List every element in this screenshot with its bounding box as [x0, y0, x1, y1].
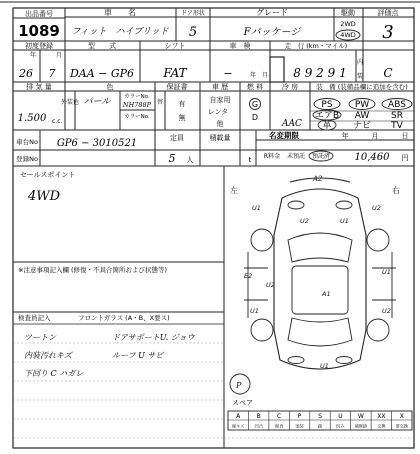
interior-grade: C — [383, 66, 393, 80]
chassis-label: 車台No — [16, 138, 38, 146]
legend-code: U — [338, 413, 343, 420]
history-label: 車 歴 — [211, 83, 229, 91]
recycle-label: R料金 — [263, 153, 281, 160]
note-line3-left: 下回り C ハガレ — [24, 369, 84, 378]
color-no-label: カラーNo. — [124, 94, 150, 100]
damage-mark: U1 — [340, 217, 349, 225]
displacement-label: 排 気 量 — [26, 83, 52, 91]
legend-desc: 要交換 — [395, 423, 409, 429]
interior-label-bottom: 装 — [356, 73, 364, 80]
drive-header: 駆動 — [341, 9, 355, 17]
legend-code: S — [318, 413, 322, 420]
reg-year: 26 — [19, 67, 33, 80]
legend-code: XX — [377, 413, 386, 420]
capacity-value: 5 — [168, 152, 176, 165]
damage-mark: U2 — [372, 204, 381, 212]
reg-no-label: 登録No — [16, 155, 38, 163]
color-change-label: 替 — [156, 99, 164, 106]
color-no-label-2: カラーNo. — [124, 114, 150, 120]
legend-table — [228, 411, 412, 430]
lot-label: 出品番号 — [25, 10, 53, 18]
documents-no: 無 — [178, 114, 186, 122]
legend-code: C — [277, 413, 282, 420]
doors-value: 5 — [188, 25, 198, 40]
inspection-label: 車 検 — [229, 42, 251, 50]
car-name: フィット ハイブリッド — [71, 27, 169, 37]
documents-yes: 有 — [178, 100, 186, 108]
fuel-g: G — [251, 100, 259, 109]
name-change-label: 名変期限 — [269, 131, 299, 140]
fuel-label: 燃 料 — [246, 83, 264, 91]
svg-text:P: P — [236, 381, 242, 390]
legend-code: P — [297, 413, 302, 420]
note-line1-right: ドアサポートU. ジョウ — [112, 333, 195, 342]
car-name-header: 車 名 — [104, 8, 136, 17]
left-label: 左 — [230, 186, 238, 195]
legend-desc: 塗装 — [295, 423, 304, 429]
legend-code: W — [357, 413, 364, 420]
color-label: 色 — [106, 83, 114, 91]
recycle-status2: 預託済 — [311, 153, 331, 160]
equipment-grid — [310, 99, 414, 132]
mileage-label: 走 行 (km・マイル) — [284, 42, 348, 50]
legend-desc: 凹み — [336, 423, 345, 429]
first-reg-label: 初度登録 — [25, 42, 53, 50]
month-unit: 月 — [55, 52, 62, 59]
load-label: 積載量 — [209, 134, 231, 142]
equipment-label: 装 備 (装備品欄に追加を含む) — [316, 83, 408, 91]
chassis-value: GP6 − 3010521 — [56, 138, 138, 149]
right-label: 右 — [392, 186, 400, 195]
damage-mark: U2 — [300, 217, 309, 225]
equipment-pw: PW — [354, 100, 370, 110]
interior-label-top: 内 — [356, 59, 364, 66]
damage-mark: U2 — [382, 307, 391, 315]
note-line2-right: ルーフ U サビ — [112, 351, 164, 360]
exterior-label: 外装色 — [60, 99, 80, 106]
damage-mark: U1 — [320, 362, 329, 370]
legend-desc: 線キズ — [231, 423, 245, 429]
spare-label: スペア — [232, 399, 253, 407]
recycle-amount: 10,460 — [354, 152, 390, 163]
inspector-label: 検査員記入 — [18, 314, 51, 322]
grade-header: グレード — [256, 8, 288, 17]
equipment-ps: PS — [321, 100, 333, 110]
name-change-month: 月 — [371, 132, 379, 140]
fuel-d: D — [251, 113, 259, 122]
legend-code: B — [256, 413, 261, 420]
equipment-airbag: エアB — [314, 111, 340, 121]
damage-mark: E2 — [244, 272, 253, 280]
legend-desc: 交換 — [377, 423, 386, 429]
equipment-aw: AW — [354, 111, 370, 121]
legend-desc: 腐食 — [274, 423, 284, 429]
shift-value: FAT — [163, 66, 187, 80]
recycle-yen: 円 — [401, 154, 409, 162]
history-private: 自家用 — [209, 96, 231, 104]
reg-month: 7 — [48, 67, 56, 80]
legend-desc: 補修跡 — [354, 423, 368, 429]
recycle-status: 未預託 — [286, 153, 306, 160]
windshield-label: フロントガラス (A・B、X要ス) — [78, 314, 170, 322]
equipment-abs: ABS — [388, 100, 406, 110]
note-line1-left: ツートン — [24, 333, 56, 342]
displacement-value: 1.500 — [17, 113, 47, 124]
model-value: DAA − GP6 — [69, 67, 135, 80]
legend-desc: 錆 — [317, 423, 323, 429]
lot-number: 1089 — [18, 22, 60, 40]
sales-point-text: 4WD — [28, 189, 61, 204]
grade-value: Fパッケージ — [243, 27, 301, 38]
inspection-year: − — [223, 67, 233, 80]
caution-label: ※注意事項記入欄 (修復・不具合箇所および状態等) — [18, 266, 168, 274]
name-change-day: 日 — [401, 132, 409, 140]
exterior-color: パール — [83, 97, 111, 107]
exterior-code: NH788P — [122, 101, 152, 109]
capacity-label: 定員 — [170, 134, 184, 142]
shift-label: シフト — [164, 42, 186, 50]
damage-mark: U2 — [266, 281, 275, 289]
damage-mark: U1 — [252, 204, 261, 212]
score-header: 評価点 — [377, 9, 399, 17]
damage-mark: U1 — [250, 307, 259, 315]
mark-top: A2 — [313, 175, 323, 183]
legend-desc: 凹凸 — [254, 423, 263, 429]
mileage-value: 8 9 2 9 1 — [293, 66, 347, 80]
history-rental: レンタ — [207, 108, 229, 116]
name-change-year: 年 — [341, 132, 349, 140]
equipment-leather: 革 — [322, 121, 332, 131]
equipment-sr: SR — [391, 111, 403, 121]
equipment-tv: TV — [391, 121, 403, 131]
sales-point-label: セールスポイント — [20, 171, 76, 179]
model-label: 型 式 — [88, 42, 116, 50]
inspection-month-unit: 月 — [262, 72, 269, 79]
legend-code: A — [236, 413, 241, 420]
equipment-navi: ナビ — [352, 121, 372, 131]
documents-label: 保証書 — [166, 83, 188, 91]
cc-unit: c.c. — [52, 118, 63, 125]
score-value: 3 — [382, 22, 394, 43]
damage-marks — [244, 204, 391, 370]
damage-mark: A1 — [322, 290, 331, 298]
ac-label: 冷 房 — [281, 83, 299, 91]
capacity-unit: 人 — [186, 156, 194, 164]
note-line2-left: 内装汚れキズ — [24, 351, 72, 360]
damage-mark: U1 — [382, 268, 391, 276]
drive-4wd: 4WD — [340, 31, 356, 39]
year-unit: 年 — [29, 52, 36, 59]
load-unit: t — [248, 156, 252, 164]
drive-2wd: 2WD — [340, 20, 356, 28]
inspection-year-unit: 年 — [250, 72, 257, 79]
history-other: 他 — [216, 120, 224, 128]
ac-value: AAC — [282, 119, 302, 129]
doors-header: ドア形状 — [181, 10, 205, 17]
legend-code: X — [399, 413, 404, 420]
